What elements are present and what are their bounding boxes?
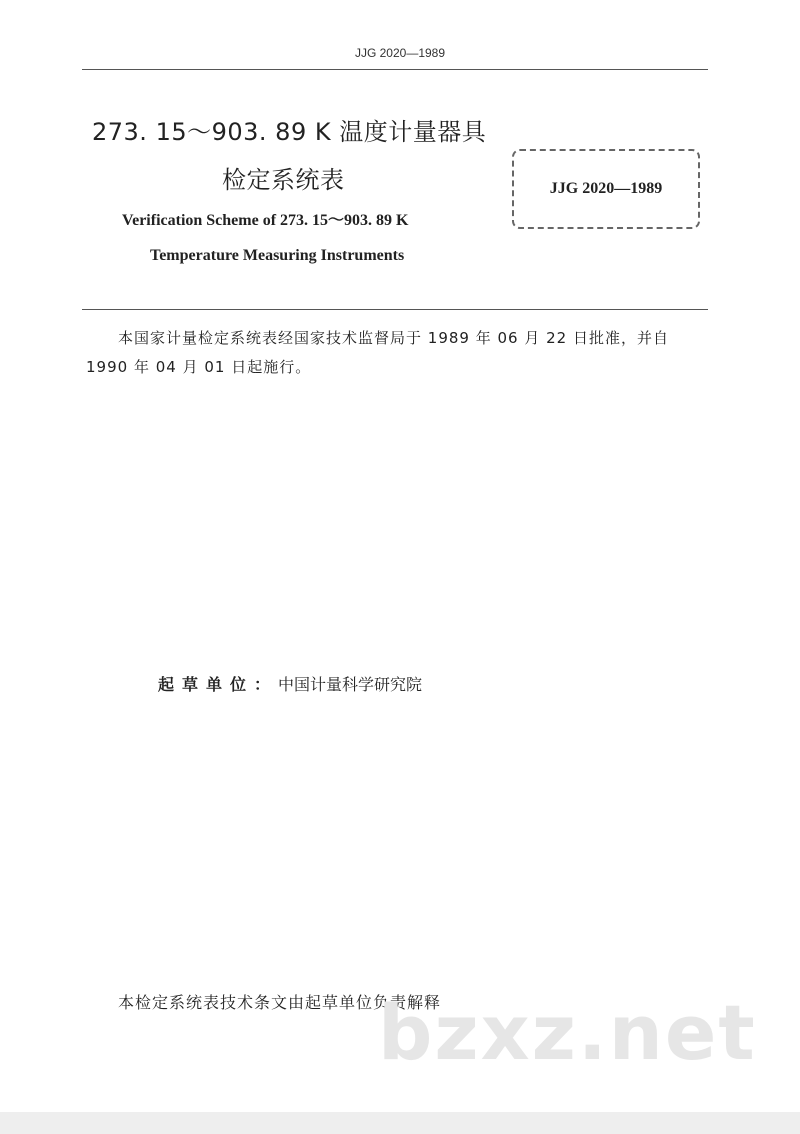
- page-bottom-edge: [0, 1112, 800, 1134]
- drafting-unit-value: 中国计量科学研究院: [278, 675, 423, 694]
- drafting-unit-label: 起草单位：: [158, 675, 279, 694]
- title-chinese-line2: 检定系统表: [222, 166, 345, 194]
- title-chinese-line1: 273. 15～903. 89 K 温度计量器具: [92, 118, 487, 146]
- title-english-line2: Temperature Measuring Instruments: [150, 247, 405, 264]
- drafting-unit: [158, 672, 422, 695]
- running-header-code: JJG 2020—1989: [354, 46, 446, 60]
- header-rule: [82, 69, 708, 70]
- standard-code-box: [512, 149, 700, 229]
- standard-code: JJG 2020—1989: [549, 180, 663, 197]
- approval-paragraph: 本国家计量检定系统表经国家技术监督局于 1989 年 06 月 22 日批准，并自 1990 年 04 月 01 日起施行。: [86, 329, 669, 376]
- title-english-line1: Verification Scheme of 273. 15～903. 89 K: [122, 212, 409, 229]
- interpretation-note: 本检定系统表技术条文由起草单位负责解释: [118, 993, 442, 1012]
- title-divider-rule: [82, 309, 708, 310]
- watermark: bzxz.net: [378, 988, 757, 1077]
